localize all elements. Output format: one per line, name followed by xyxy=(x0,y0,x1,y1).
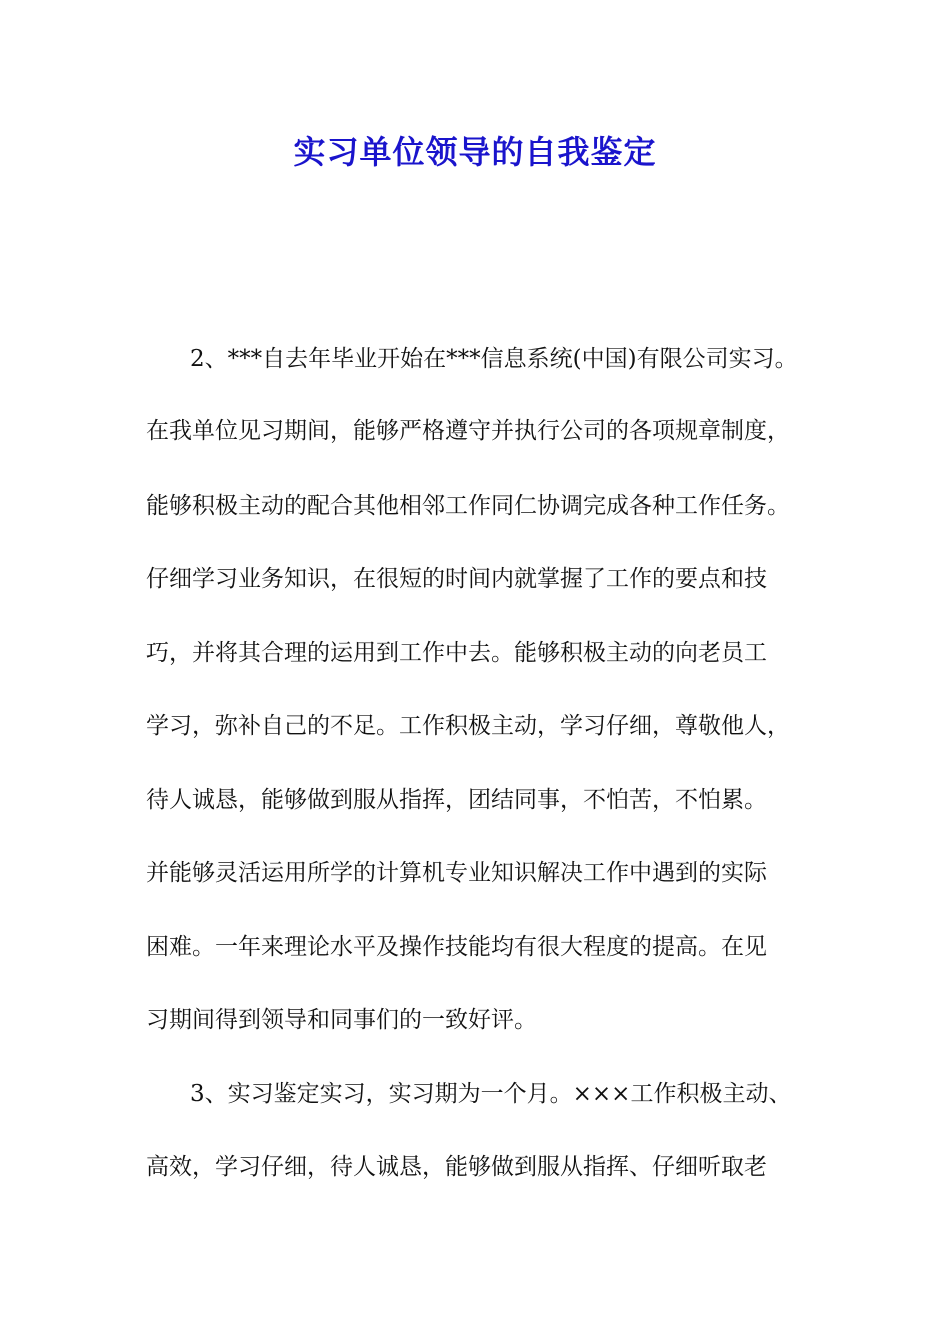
paragraph-2-line-1: 2、***自去年毕业开始在***信息系统(中国)有限公司实习。 xyxy=(190,346,798,372)
paragraph-2-line-7: 待人诚恳，能够做到服从指挥，团结同事，不怕苦，不怕累。 xyxy=(146,787,767,813)
paragraph-3-line-1: 3、实习鉴定实习，实习期为一个月。×××工作积极主动、 xyxy=(190,1081,792,1107)
paragraph-2-line-6: 学习，弥补自己的不足。工作积极主动，学习仔细，尊敬他人， xyxy=(146,713,790,739)
paragraph-3-line-2: 高效，学习仔细，待人诚恳，能够做到服从指挥、仔细听取老 xyxy=(146,1154,767,1180)
paragraph-2-line-9: 困难。一年来理论水平及操作技能均有很大程度的提高。在见 xyxy=(146,934,767,960)
paragraph-2-line-2: 在我单位见习期间，能够严格遵守并执行公司的各项规章制度， xyxy=(146,418,790,444)
paragraph-2-line-3: 能够积极主动的配合其他相邻工作同仁协调完成各种工作任务。 xyxy=(146,493,790,519)
paragraph-2-line-5: 巧，并将其合理的运用到工作中去。能够积极主动的向老员工 xyxy=(146,640,767,666)
paragraph-2-line-4: 仔细学习业务知识，在很短的时间内就掌握了工作的要点和技 xyxy=(146,566,767,592)
paragraph-2-line-8: 并能够灵活运用所学的计算机专业知识解决工作中遇到的实际 xyxy=(146,860,767,886)
paragraph-2-line-10: 习期间得到领导和同事们的一致好评。 xyxy=(146,1007,537,1033)
document-title: 实习单位领导的自我鉴定 xyxy=(293,133,657,171)
